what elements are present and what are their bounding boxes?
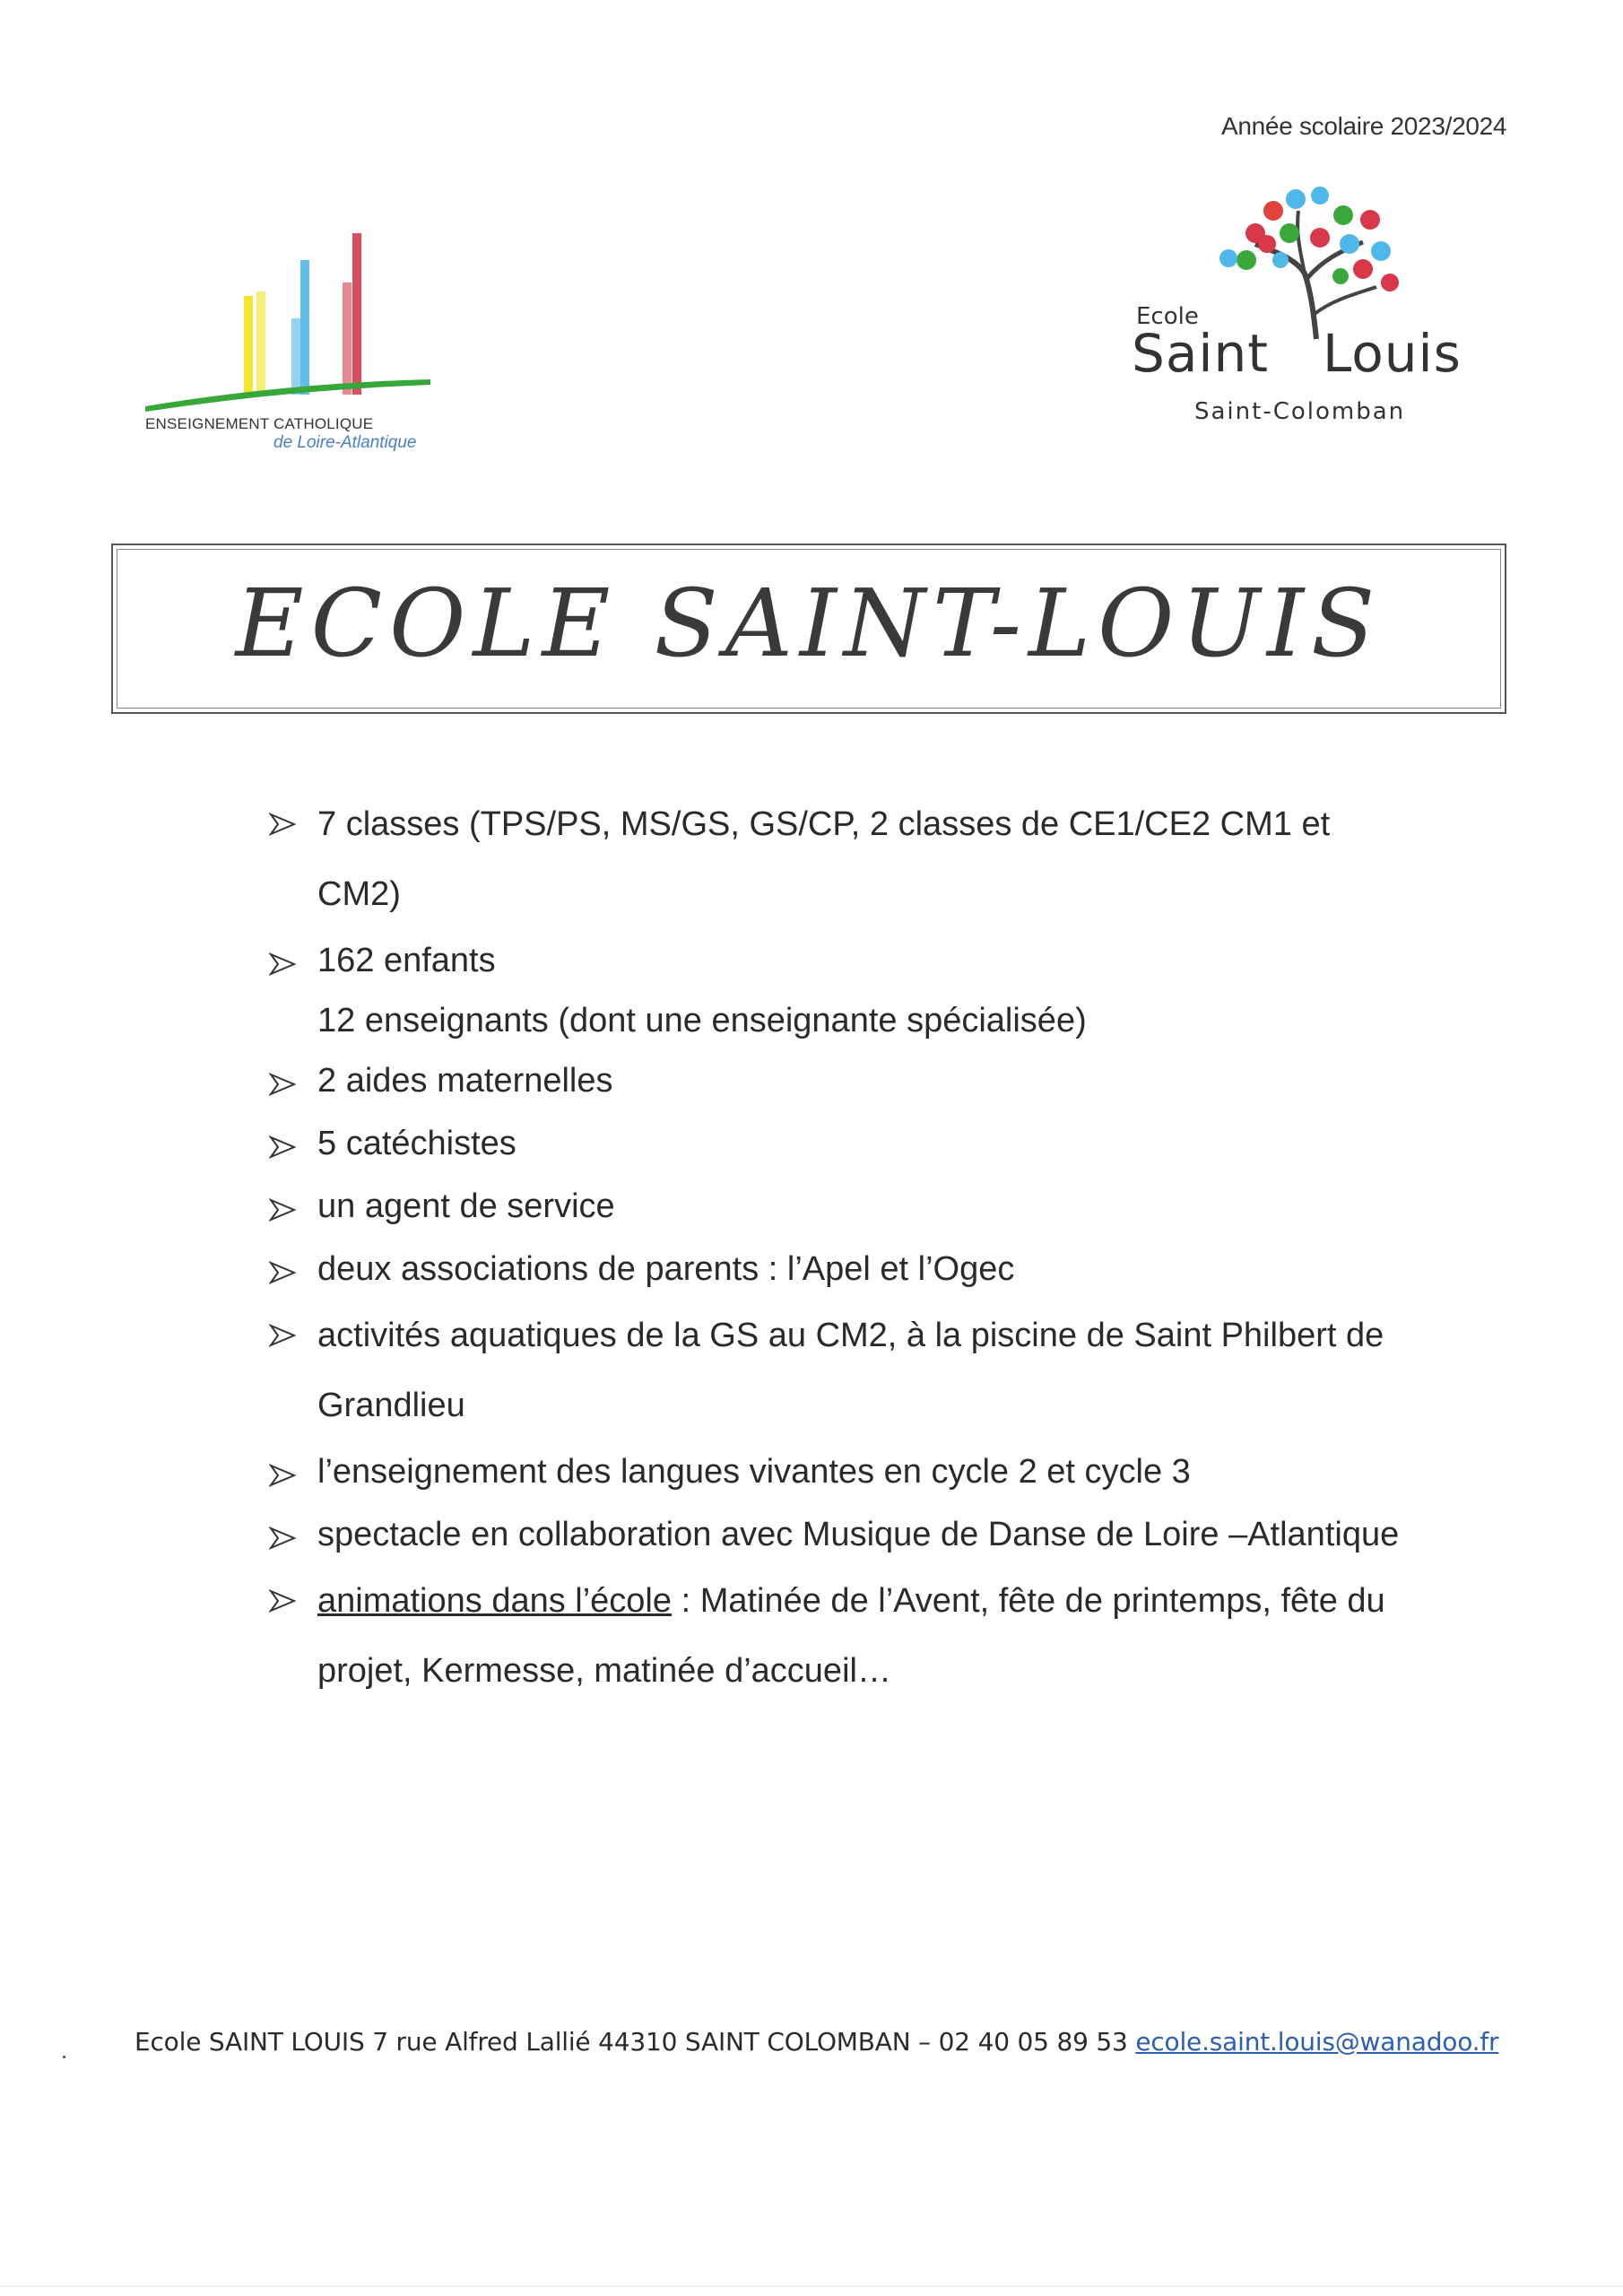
list-item: 5 catéchistes [269, 1112, 1524, 1175]
footer-address: Ecole SAINT LOUIS 7 rue Alfred Lallié 44310 SAINT COLOMBAN – 02 40 05 89 53 [135, 2027, 1136, 2057]
arrow-bullet-icon [269, 1198, 296, 1222]
scan-edge [0, 2285, 1623, 2287]
arrow-bullet-icon [269, 1324, 296, 1347]
info-list [269, 789, 1524, 1706]
arrow-bullet-icon [269, 1464, 296, 1487]
list-item: animations dans l’école : Matinée de l’Avent, fête de printemps, fête du projet, Kermesse, matinée d’accueil… [269, 1566, 1524, 1706]
list-item: deux associations de parents : l’Apel et l’Ogec [269, 1238, 1524, 1300]
list-item: 162 enfants [269, 929, 1524, 992]
school-year: Année scolaire 2023/2024 [1221, 112, 1507, 140]
animations-underlined: animations dans l’école [317, 1582, 673, 1620]
list-item-plain: 12 enseignants (dont une enseignante spécialisée) [317, 1002, 1087, 1039]
arrow-bullet-icon [269, 1073, 296, 1096]
list-item: l’enseignement des langues vivantes en cycle 2 et cycle 3 [269, 1440, 1524, 1503]
list-item: spectacle en collaboration avec Musique de Danse de Loire –Atlantique [269, 1503, 1524, 1566]
ec-logo-line1: ENSEIGNEMENT CATHOLIQUE [145, 415, 374, 432]
arrow-bullet-icon [269, 1261, 296, 1284]
title-box [111, 544, 1506, 714]
arrow-bullet-icon [269, 1589, 296, 1613]
scan-dot [63, 2056, 65, 2058]
list-item: 2 aides maternelles [269, 1049, 1524, 1112]
arrow-bullet-icon [269, 1526, 296, 1550]
logo-ecole-label: Ecole [1136, 303, 1199, 330]
footer-email-link[interactable]: ecole.saint.louis@wanadoo.fr [1135, 2027, 1499, 2057]
page-title: ECOLE SAINT-LOUIS [235, 569, 1383, 678]
list-item: 7 classes (TPS/PS, MS/GS, GS/CP, 2 classes de CE1/CE2 CM1 et CM2) [269, 789, 1524, 929]
logo-louis-label: Louis [1323, 323, 1462, 384]
ecole-saint-louis-logo [1121, 179, 1497, 439]
arrow-bullet-icon [269, 1135, 296, 1159]
list-item: un agent de service [269, 1175, 1524, 1238]
logo-saint-label: Saint [1132, 323, 1269, 384]
footer [135, 2027, 1498, 2057]
arrow-bullet-icon [269, 813, 296, 836]
ec-logo-line2: de Loire-Atlantique [273, 433, 417, 452]
arrow-bullet-icon [269, 952, 296, 976]
list-item: activités aquatiques de la GS au CM2, à la piscine de Saint Philbert de Grandlieu [269, 1300, 1524, 1440]
enseignement-catholique-logo [143, 229, 448, 453]
logo-place-label: Saint-Colomban [1194, 398, 1406, 425]
ec-logo-graphic [143, 229, 448, 417]
